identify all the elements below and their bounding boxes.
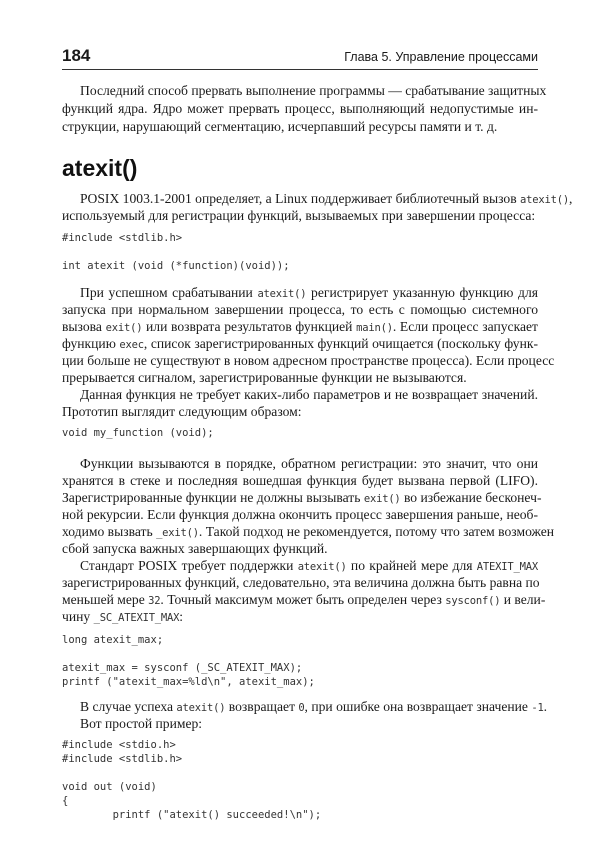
p6-line-2: Вот простой пример: — [80, 716, 203, 731]
p1-line-2: используемый для регистрации функций, вызываемых при завершении процесса: — [62, 208, 536, 223]
chapter-running-head: Глава 5. Управление процессами — [344, 50, 538, 64]
p2-line-5: ции больше не существуют в новом адресном пространстве процесса). Если процесс — [62, 353, 555, 368]
intro-line-2: функций ядра. Ядро может прервать процесс, выполняющий недопустимые ин- — [62, 101, 538, 116]
p4-line-2: хранятся в стеке и последняя вошедшая функция будет вызвана первой (LIFO). — [62, 473, 538, 488]
p5-line-1: Стандарт POSIX требует поддержки atexit() по крайней мере для ATEXIT_MAX — [80, 558, 538, 573]
p2-line-1: При успешном срабатывании atexit() регистрирует указанную функцию для — [80, 285, 538, 300]
code-block-2: void my_function (void); — [62, 427, 214, 439]
p4-line-3: Зарегистрированные функции не должны вызывать exit() во избежание бесконеч- — [62, 490, 542, 505]
code-block-4: #include <stdio.h> #include <stdlib.h> void out (void) { printf ("atexit() succeeded!\n"); — [62, 739, 322, 821]
intro-line-1: Последний способ прервать выполнение программы — срабатывание защитных — [80, 83, 547, 98]
p5-line-2: зарегистрированных функций, следовательно, эта величина должна быть равна по — [62, 575, 540, 590]
p4-line-1: Функции вызываются в порядке, обратном регистрации: это значит, что они — [80, 456, 538, 471]
p2-line-2: запуска при нормальном завершении процесса, то есть с помощью системного — [62, 302, 538, 317]
p3-line-1: Данная функция не требует каких-либо параметров и не возвращает значений. — [80, 387, 538, 402]
p2-line-4: функцию exec, список зарегистрированных функций очищается (поскольку функ- — [62, 336, 538, 351]
p4-line-6: сбой запуска важных завершающих функций. — [62, 541, 328, 556]
code-block-1: #include <stdlib.h> int atexit (void (*function)(void)); — [62, 232, 290, 272]
p1-line-1: POSIX 1003.1-2001 определяет, а Linux поддерживает библиотечный вызов atexit(), — [80, 191, 573, 206]
p5-line-3: меньшей мере 32. Точный максимум может быть определен через sysconf() и вели- — [62, 592, 546, 607]
p5-line-4: чину _SC_ATEXIT_MAX: — [62, 609, 184, 624]
p4-line-4: ной рекурсии. Если функция должна окончить процесс завершения раньше, необ- — [62, 507, 538, 522]
p3-line-2: Прототип выглядит следующим образом: — [62, 404, 302, 419]
p6-line-1: В случае успеха atexit() возвращает 0, при ошибке она возвращает значение -1. — [80, 699, 547, 714]
page-number: 184 — [62, 46, 91, 65]
intro-line-3: струкции, нарушающий сегментацию, исчерпавший ресурсы памяти и т. д. — [62, 119, 498, 134]
section-title: atexit() — [62, 155, 138, 181]
p2-line-3: вызова exit() или возврата результатов функцией main(). Если процесс запускает — [62, 319, 538, 334]
code-block-3: long atexit_max; atexit_max = sysconf (_SC_ATEXIT_MAX); printf ("atexit_max=%ld\n", atexit_max); — [62, 634, 315, 688]
p4-line-5: ходимо вызвать _exit(). Такой подход не рекомендуется, потому что затем возможен — [62, 524, 555, 539]
header-rule — [62, 69, 538, 70]
p2-line-6: прерывается сигналом, зарегистрированные функции не вызываются. — [62, 370, 467, 385]
